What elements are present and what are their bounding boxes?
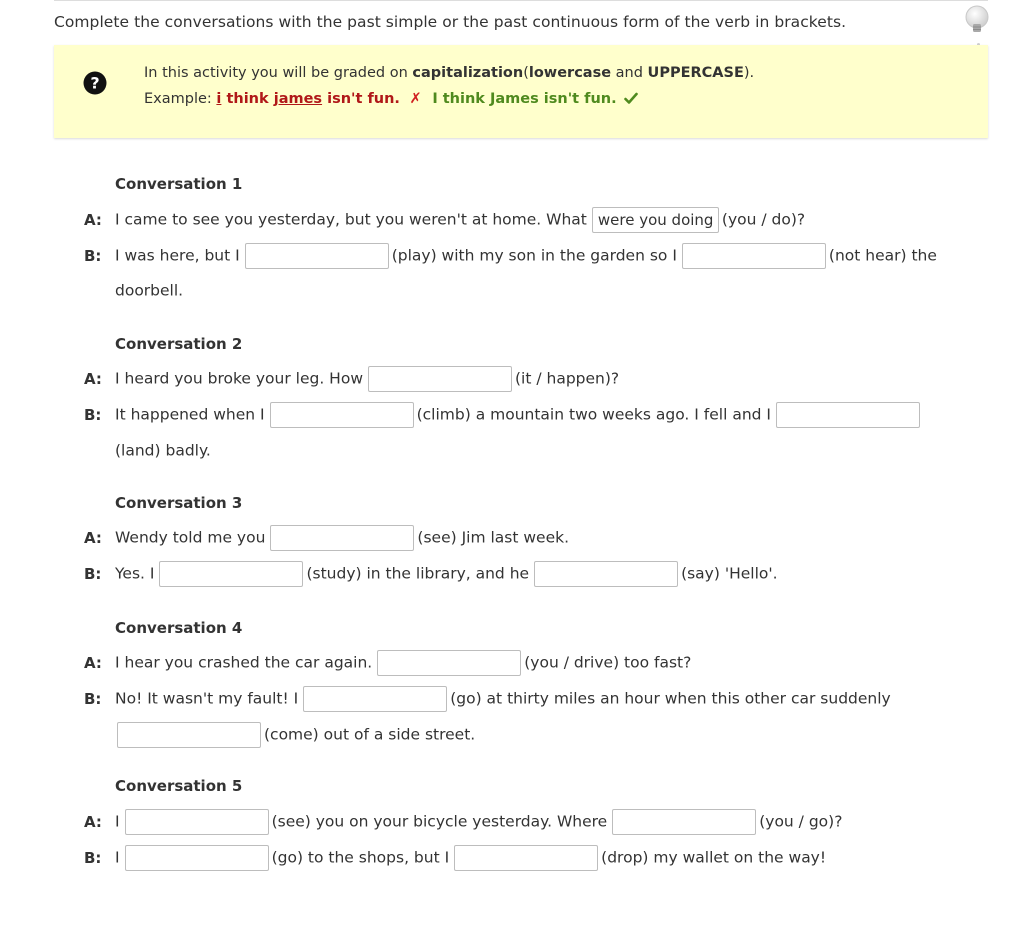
line-text: I [115,848,120,867]
correct-example: I think James isn't fun. [432,91,617,107]
line-text: Wendy told me you [115,528,266,547]
conversation-3-heading: Conversation 3 [115,494,243,512]
speaker-b-label: B: [84,247,102,265]
open-paren: ( [523,65,529,81]
answer-input-c3-b2[interactable] [534,561,678,587]
verb-hint: (climb) a mountain two weeks ago. I fell and I [416,405,771,424]
verb-hint: (see) you on your bicycle yesterday. Where [271,812,608,831]
conversation-1-line-b [115,242,937,268]
speaker-b-label: B: [84,690,102,708]
question-circle-icon [83,71,107,95]
answer-input-c5-a2[interactable] [612,809,756,835]
conversation-2-line-a [115,365,619,391]
line-text: It happened when I [115,405,265,424]
lightbulb-icon [962,4,994,34]
line-text: I was here, but I [115,246,240,265]
grading-intro: In this activity you will be graded on [144,65,408,81]
conversation-4-line-b [115,685,891,711]
grading-info-text [144,65,754,81]
answer-input-c4-b1[interactable] [303,686,447,712]
conversation-1-heading: Conversation 1 [115,175,243,193]
uppercase-term: UPPERCASE [647,65,744,81]
grading-info-box [54,45,988,138]
verb-hint: (go) at thirty miles an hour when this other car suddenly [450,689,891,708]
answer-input-c3-b1[interactable] [159,561,303,587]
conversation-5-heading: Conversation 5 [115,777,243,795]
line-text: No! It wasn't my fault! I [115,689,299,708]
conversation-4-line-b-cont [115,721,475,747]
verb-hint: (see) Jim last week. [417,528,570,547]
verb-hint: (you / drive) too fast? [524,653,692,672]
verb-hint: (go) to the shops, but I [271,848,450,867]
verb-hint: (drop) my wallet on the way! [601,848,827,867]
instructions-text: Complete the conversations with the past simple or the past continuous form of the verb in brackets. [54,13,847,31]
and-word: and [615,65,643,81]
line-text: Yes. I [115,564,155,583]
conversation-1-line-a [115,206,805,232]
answer-input-c4-b2[interactable] [117,722,261,748]
line-text: I heard you broke your leg. How [115,369,363,388]
answer-input-c2-b1[interactable] [270,402,414,428]
answer-input-c2-a1[interactable] [368,366,512,392]
wrong-example [216,91,400,107]
speaker-b-label: B: [84,565,102,583]
grading-example [144,91,638,107]
conversation-3-line-b [115,560,778,586]
speaker-a-label: A: [84,211,102,229]
answer-input-c4-a1[interactable] [377,650,521,676]
wrong-word-think: think [226,91,269,107]
conversation-5-line-b [115,844,826,870]
hint-button[interactable] [962,4,994,34]
conversation-5-line-a [115,808,842,834]
line-text: I came to see you yesterday, but you weren't at home. What [115,210,587,229]
verb-hint: (play) with my son in the garden so I [391,246,677,265]
cross-icon: ✗ [409,91,422,107]
conversation-2-line-b [115,401,923,427]
verb-hint: (it / happen)? [515,369,620,388]
speaker-a-label: A: [84,654,102,672]
conversation-2-line-b-cont [115,437,211,463]
speaker-a-label: A: [84,529,102,547]
conversation-4-line-a [115,649,691,675]
answer-input-c3-a1[interactable] [270,525,414,551]
verb-hint: (study) in the library, and he [306,564,530,583]
verb-hint: (you / go)? [759,812,843,831]
verb-hint: (say) 'Hello'. [681,564,778,583]
speaker-a-label: A: [84,370,102,388]
wrong-word-james: james [273,91,323,107]
capitalization-term: capitalization [412,65,524,81]
speaker-a-label: A: [84,813,102,831]
line-text: doorbell. [115,281,184,300]
line-text: I [115,812,120,831]
answer-input-c2-b2[interactable] [776,402,920,428]
verb-hint: (not hear) the [828,246,937,265]
answer-input-c5-b1[interactable] [125,845,269,871]
conversation-4-heading: Conversation 4 [115,619,243,637]
checkmark-icon [624,92,638,105]
conversation-2-heading: Conversation 2 [115,335,243,353]
line-text: I hear you crashed the car again. [115,653,373,672]
answer-input-c5-a1[interactable] [125,809,269,835]
answer-input-c1-b2[interactable] [682,243,826,269]
conversation-3-line-a [115,524,569,550]
verb-hint: (you / do)? [721,210,806,229]
conversation-1-line-b-cont [115,277,183,303]
wrong-word-rest: isn't fun. [327,91,400,107]
svg-text:?: ? [90,73,100,93]
verb-hint: (come) out of a side street. [264,725,476,744]
answer-input-c1-a1[interactable] [592,207,719,233]
answer-input-c5-b2[interactable] [454,845,598,871]
lowercase-term: lowercase [528,65,612,81]
top-divider [54,0,988,1]
speaker-b-label: B: [84,849,102,867]
example-label: Example: [144,91,212,107]
wrong-word-i: i [216,91,222,107]
answer-input-c1-b1[interactable] [245,243,389,269]
verb-hint: (land) badly. [115,441,211,460]
close-paren: ). [743,65,755,81]
speaker-b-label: B: [84,406,102,424]
